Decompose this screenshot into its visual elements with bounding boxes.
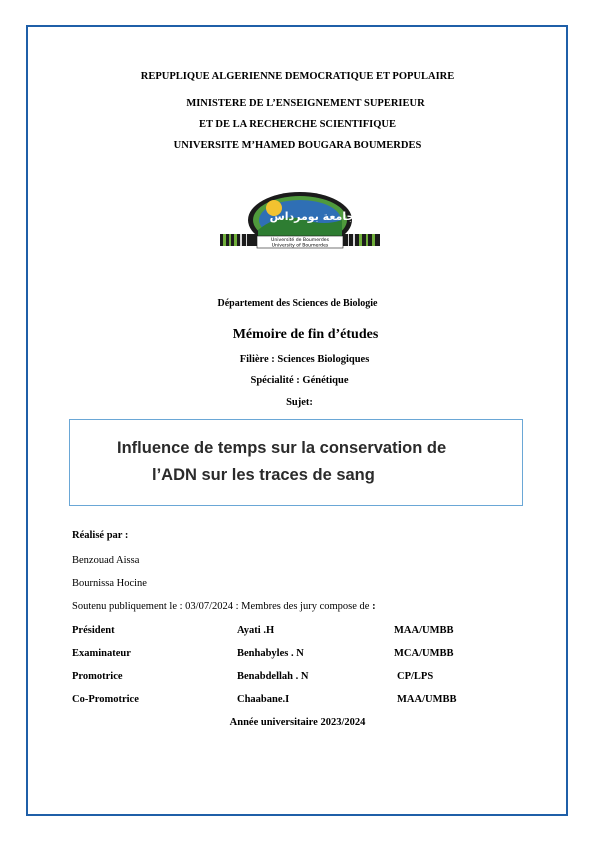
specialite: Spécialité : Génétique [250,375,349,386]
jury-name-examinateur: Benhabyles . N [237,648,304,659]
logo-text-fr: Université de Boumerdes [270,238,330,243]
author-2: Bournissa Hocine [72,578,147,589]
header-university: UNIVERSITE M’HAMED BOUGARA BOUMERDES [173,140,422,151]
subject-box [69,419,523,506]
jury-grade-president: MAA/UMBB [394,625,454,636]
subject-line-1: Influence de temps sur la conservation de [117,439,447,457]
filiere: Filière : Sciences Biologiques [239,354,370,365]
header-republic: REPUPLIQUE ALGERIENNE DEMOCRATIQUE ET POPULAIRE [140,71,455,82]
memoire-title: Mémoire de fin d’études [232,327,379,342]
jury-name-president: Ayati .H [237,625,275,636]
jury-name-promotrice: Benabdellah . N [237,671,309,682]
defense-colon: : [372,601,376,612]
university-logo [220,190,380,256]
jury-grade-copromotrice: MAA/UMBB [397,694,457,705]
subject-line-2: l’ADN sur les traces de sang [152,466,375,484]
jury-role-promotrice: Promotrice [72,671,123,682]
header-ministry: MINISTERE DE L’ENSEIGNEMENT SUPERIEUR [186,98,425,109]
logo-text-en: University of Boumerdes [271,243,329,249]
sujet-label: Sujet: [286,397,313,408]
jury-grade-examinateur: MCA/UMBB [394,648,454,659]
header-research: ET DE LA RECHERCHE SCIENTIFIQUE [198,119,397,130]
jury-name-copromotrice: Chaabane.I [237,694,290,705]
defense-text: Soutenu publiquement le : 03/07/2024 : Membres des jury compose de [72,601,373,612]
jury-role-examinateur: Examinateur [72,648,131,659]
academic-year: Année universitaire 2023/2024 [229,717,366,728]
defense-info [72,601,376,612]
realise-label: Réalisé par : [72,530,129,541]
jury-role-president: Président [72,625,115,636]
logo-text-arabic: جامعة بومرداس [269,210,355,223]
department: Département des Sciences de Biologie [217,298,378,309]
jury-role-copromotrice: Co-Promotrice [72,694,139,705]
jury-grade-promotrice: CP/LPS [397,671,434,682]
author-1: Benzouad Aissa [72,555,140,566]
